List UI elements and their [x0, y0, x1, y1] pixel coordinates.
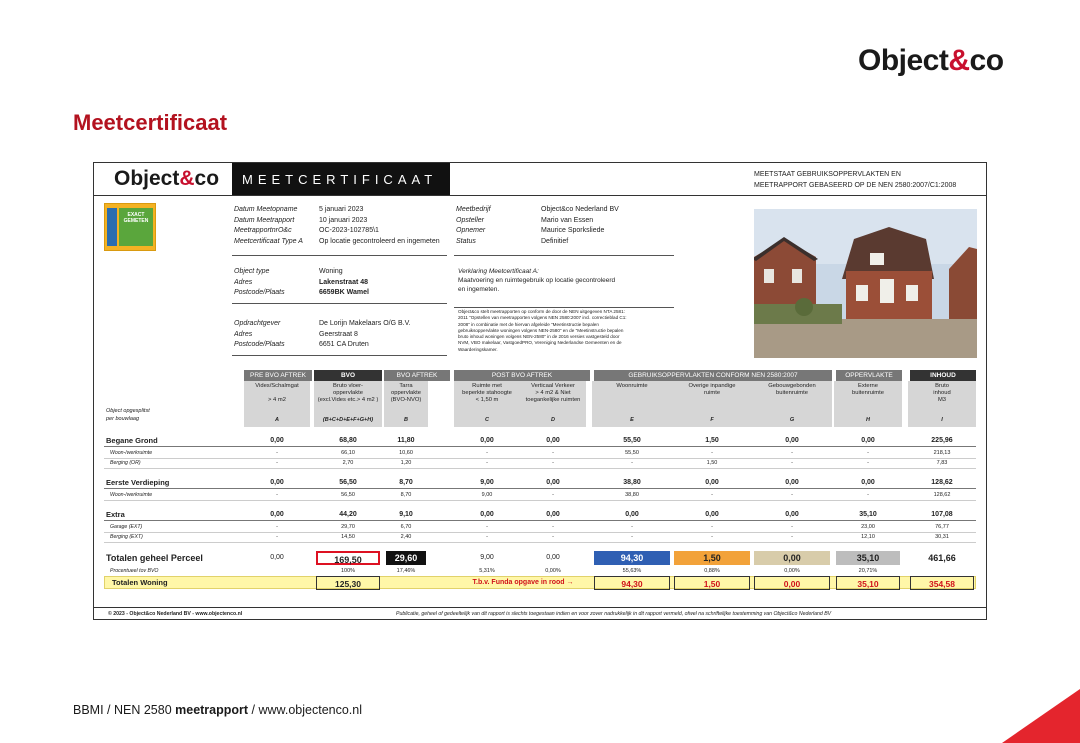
- funda-note: T.b.v. Funda opgave in rood →: [472, 579, 574, 586]
- table-cell: 1,50: [706, 460, 718, 466]
- table-cell: 56,50: [341, 492, 355, 498]
- legal-text: [458, 309, 678, 353]
- table-cell: -: [711, 524, 713, 530]
- table-cell: -: [552, 492, 554, 498]
- table-cell: 9,10: [399, 511, 413, 518]
- page-number: 6: [1015, 721, 1022, 733]
- table-cell: -: [867, 492, 869, 498]
- table-cell: -: [552, 524, 554, 530]
- table-cell: 0,00: [785, 437, 799, 444]
- group-header-oppervlakte: OPPERVLAKTE: [836, 370, 902, 381]
- kv-row: Opsteller Mario van Essen: [456, 216, 594, 224]
- totals-cell: 9,00: [480, 554, 494, 561]
- percent-label: Procentueel tov BVO: [110, 568, 159, 574]
- kv-row: Datum Meetopname 5 januari 2023: [234, 206, 364, 213]
- certificate-banner: MEETCERTIFICAAT: [232, 163, 450, 195]
- table-cell: 2,40: [400, 534, 412, 540]
- table-cell: 30,31: [935, 534, 949, 540]
- client-info: [234, 319, 411, 351]
- brand-logo: Object&co: [858, 44, 1004, 77]
- table-cell: 0,00: [270, 437, 284, 444]
- legal-line: NVM, VBO makelaar, VastgoedPRO, Vereniging Nederlandse Gemeenten en de: [458, 340, 622, 346]
- table-cell: -: [791, 492, 793, 498]
- woning-cell: 94,30: [594, 576, 670, 590]
- column-header: Overige inpandige ruimte: [672, 381, 752, 427]
- exact-gemeten-badge-icon: EXACT GEMETEN: [104, 203, 156, 251]
- table-cell: -: [867, 450, 869, 456]
- certificate-logo: Object&co: [114, 167, 220, 190]
- table-cell: 55,50: [623, 437, 641, 444]
- table-cell: -: [486, 450, 488, 456]
- group-header-inhoud: INHOUD: [910, 370, 976, 381]
- percent-cell: 5,31%: [479, 568, 495, 574]
- certificate-heading: MEETSTAAT GEBRUIKSOPPERVLAKTEN EN MEETRAPPORT GEBASEERD OP DE NEN 2580:2007/C1:2008: [754, 171, 957, 189]
- table-cell: 7,83: [936, 460, 948, 466]
- table-cell: 0,00: [705, 479, 719, 486]
- table-cell: -: [552, 460, 554, 466]
- table-cell: 128,62: [933, 492, 951, 498]
- table-cell: 9,00: [480, 479, 494, 486]
- kv-row: Datum Meetrapport 10 januari 2023: [234, 216, 368, 224]
- table-cell: 0,00: [861, 437, 875, 444]
- corner-accent: [1002, 689, 1080, 743]
- column-header: Woonruimte: [592, 381, 672, 427]
- meta-right: [456, 205, 619, 247]
- totals-label: Totalen geheel Perceel: [106, 553, 203, 563]
- table-cell: 0,00: [625, 511, 639, 518]
- table-cell: -: [711, 534, 713, 540]
- side-label: Object opgesplitst: [106, 408, 150, 414]
- percent-cell: 0,00%: [545, 568, 561, 574]
- table-cell: 2,70: [342, 460, 354, 466]
- column-header: Vides/Schalmgat > 4 m2: [244, 381, 310, 427]
- room-label: Garage (EXT): [110, 524, 143, 530]
- legal-line: Object&co stelt meetrapporten op conform de door de NEN uitgegeven NTA 2581:: [458, 309, 625, 314]
- table-cell: -: [552, 534, 554, 540]
- kv-row: Opnemer Maurice Sporksliede: [456, 227, 605, 234]
- table-cell: 0,00: [270, 479, 284, 486]
- totals-cell: 461,66: [928, 553, 956, 563]
- meetcertificaat-card: [93, 162, 987, 620]
- kv-row: Object type Woning: [234, 268, 343, 275]
- table-cell: 225,96: [931, 437, 953, 444]
- column-letter: H: [866, 417, 870, 423]
- column-letter: C: [485, 417, 489, 423]
- table-cell: 11,80: [397, 437, 415, 444]
- legal-line: bruto inhoud woningen volgens NEN-2580" in de 2016 versies vastgesteld door: [458, 334, 620, 340]
- table-cell: 0,00: [705, 511, 719, 518]
- table-cell: -: [791, 534, 793, 540]
- table-cell: 12,10: [861, 534, 875, 540]
- table-cell: 44,20: [339, 511, 357, 518]
- table-cell: 107,08: [931, 511, 953, 518]
- table-cell: -: [276, 460, 278, 466]
- table-cell: -: [486, 460, 488, 466]
- table-cell: 0,00: [270, 511, 284, 518]
- table-cell: 66,10: [341, 450, 355, 456]
- table-cell: 55,50: [625, 450, 639, 456]
- room-label: Woon-/werkruimte: [110, 492, 153, 498]
- column-letter: I: [941, 417, 943, 423]
- table-cell: 0,00: [546, 511, 560, 518]
- table-cell: 68,80: [339, 437, 357, 444]
- table-cell: 23,00: [861, 524, 875, 530]
- declaration: Verklaring Meetcertificaat A: Maatvoering en ruimtegebruik op locatie gecontroleerd en ingemeten.: [458, 268, 616, 293]
- percent-cell: 0,00%: [784, 568, 800, 574]
- meta-left: [234, 205, 440, 247]
- table-cell: 1,20: [400, 460, 412, 466]
- kv-row: Adres Geerstraat 8: [234, 330, 358, 338]
- table-cell: -: [791, 450, 793, 456]
- certificate-footer: © 2023 - Object&co Nederland BV - www.objectenco.nl Publicatie, geheel of gedeeltelijk van dit rapport is slechts toegestaan indien en voor zover nadrukkelijk in dit rapport vermeld, ofwel na schriftelijke toestemming van Object&co Nederland BV: [94, 607, 986, 620]
- legal-line: 2008" in combinatie met de hiervan afgeleide "Meetinstructie bepalen: [458, 321, 599, 327]
- woning-cell: 0,00: [754, 576, 830, 590]
- percent-cell: 55,63%: [622, 568, 642, 574]
- totals-cell: 29,60: [386, 551, 426, 565]
- group-header-post-bvo: POST BVO AFTREK: [454, 370, 590, 381]
- house-photo: [754, 209, 977, 358]
- room-label: Woon-/werkruimte: [110, 450, 153, 456]
- column-header: Externe buitenruimte: [834, 381, 902, 427]
- kv-row: Postcode/Plaats 6651 CA Druten: [234, 341, 369, 348]
- kv-row: Postcode/Plaats 6659BK Wamel: [234, 289, 369, 296]
- side-label: per bouwlaag: [106, 416, 140, 422]
- table-cell: 0,00: [546, 437, 560, 444]
- kv-row: Opdrachtgever De Lorijn Makelaars O/G B.V.: [234, 320, 411, 327]
- table-cell: -: [276, 534, 278, 540]
- legal-line: Waarderingskamer.: [458, 346, 498, 352]
- column-header: Tarra oppervlakte (BVO-NVO): [384, 381, 428, 427]
- table-cell: -: [276, 524, 278, 530]
- table-cell: 56,50: [339, 479, 357, 486]
- totals-cell: 0,00: [546, 554, 560, 561]
- column-letter: B: [404, 417, 408, 423]
- column-letter: E: [630, 417, 634, 423]
- column-letter: G: [789, 417, 795, 423]
- percent-cell: 20,71%: [858, 568, 878, 574]
- table-cell: -: [711, 492, 713, 498]
- table-cell: -: [867, 460, 869, 466]
- column-letter: (B+C+D+E+F+G+H): [322, 417, 374, 423]
- page-footer: BBMI / NEN 2580 meetrapport / www.objectenco.nl: [73, 703, 363, 717]
- column-header: Gebouwgebonden buitenruimte: [752, 381, 832, 427]
- table-cell: -: [631, 460, 633, 466]
- column-header: Verticaal Verkeer > 4 m2 & Niet toegankelijke ruimten: [520, 381, 586, 427]
- legal-line: 2011 "Opstellen van meetrapporten volgens NEN 2580:2007 incl. correctieblad C1:: [458, 315, 627, 321]
- kv-row: Status Definitief: [456, 237, 569, 245]
- legal-line: gebruiksoppervlakte woningen volgens NEN-2580" en de "Meetinstructie bepalen: [458, 327, 624, 333]
- group-header-bvo: BVO: [314, 370, 382, 381]
- table-cell: -: [791, 524, 793, 530]
- woning-cell: 354,58: [910, 576, 974, 590]
- table-cell: -: [486, 534, 488, 540]
- table-cell: 29,70: [341, 524, 355, 530]
- totals-cell: 35,10: [836, 551, 900, 565]
- table-cell: 0,00: [480, 437, 494, 444]
- table-cell: 38,80: [625, 492, 639, 498]
- table-cell: 218,13: [933, 450, 951, 456]
- column-header: Bruto vloer- oppervlakte (excl.Vides etc.> 4 m2 ): [314, 381, 382, 427]
- totals-cell: 94,30: [594, 551, 670, 565]
- table-cell: 0,00: [546, 479, 560, 486]
- table-cell: -: [486, 524, 488, 530]
- table-cell: 10,60: [399, 450, 413, 456]
- percent-cell: 100%: [340, 568, 356, 574]
- totals-cell: 0,00: [270, 554, 284, 561]
- woning-cell: 1,50: [674, 576, 750, 590]
- room-label: Berging (EXT): [110, 534, 143, 540]
- kv-row: Meetbedrijf Object&co Nederland BV: [456, 206, 619, 213]
- table-cell: 76,77: [935, 524, 949, 530]
- column-header: Ruimte met beperkte stahoogte < 1,50 m: [454, 381, 520, 427]
- column-letter: F: [710, 417, 714, 423]
- column-header: Bruto inhoud M3: [908, 381, 976, 427]
- table-cell: -: [276, 492, 278, 498]
- percent-cell: 17,46%: [396, 568, 416, 574]
- percent-cell: 0,88%: [704, 568, 720, 574]
- table-cell: 0,00: [785, 511, 799, 518]
- table-cell: 8,70: [399, 479, 413, 486]
- kv-row: Meetcertificaat Type A Op locatie gecontroleerd en ingemeten: [234, 237, 440, 245]
- group-header-gebruik: GEBRUIKSOPPERVLAKTEN CONFORM NEN 2580:2007: [594, 370, 832, 381]
- table-cell: 38,80: [623, 479, 641, 486]
- table-cell: 0,00: [861, 479, 875, 486]
- woning-bvo: 125,30: [316, 576, 380, 590]
- table-cell: -: [791, 460, 793, 466]
- woning-cell: 35,10: [836, 576, 900, 590]
- table-cell: -: [711, 450, 713, 456]
- table-cell: 0,00: [480, 511, 494, 518]
- kv-row: Adres Lakenstraat 48: [234, 278, 369, 286]
- totals-cell: 169,50: [316, 551, 380, 565]
- column-letter: A: [275, 417, 279, 423]
- group-header-bvo-aftrek: BVO AFTREK: [384, 370, 450, 381]
- table-cell: 0,00: [785, 479, 799, 486]
- table-cell: 14,50: [341, 534, 355, 540]
- totals-cell: 1,50: [674, 551, 750, 565]
- page-title: Meetcertificaat: [73, 110, 228, 135]
- floor-label: Extra: [106, 510, 125, 519]
- table-cell: 8,70: [400, 492, 412, 498]
- table-cell: -: [631, 534, 633, 540]
- table-cell: 35,10: [859, 511, 877, 518]
- woning-label: Totalen Woning: [112, 578, 168, 587]
- table-cell: -: [552, 450, 554, 456]
- table-cell: 9,00: [481, 492, 493, 498]
- totals-cell: 0,00: [754, 551, 830, 565]
- table-cell: 128,62: [931, 479, 953, 486]
- floor-label: Begane Grond: [106, 436, 158, 445]
- kv-row: MeetrapportnrO&c OC-2023-102785\1: [234, 227, 379, 234]
- table-cell: 6,70: [400, 524, 412, 530]
- table-cell: 1,50: [705, 437, 719, 444]
- table-cell: -: [276, 450, 278, 456]
- group-header-pre-bvo: PRE BVO AFTREK: [244, 370, 312, 381]
- column-letter: D: [551, 417, 555, 423]
- table-cell: -: [631, 524, 633, 530]
- room-label: Berging (OR): [110, 460, 141, 466]
- floor-label: Eerste Verdieping: [106, 478, 170, 487]
- object-info: [234, 267, 369, 299]
